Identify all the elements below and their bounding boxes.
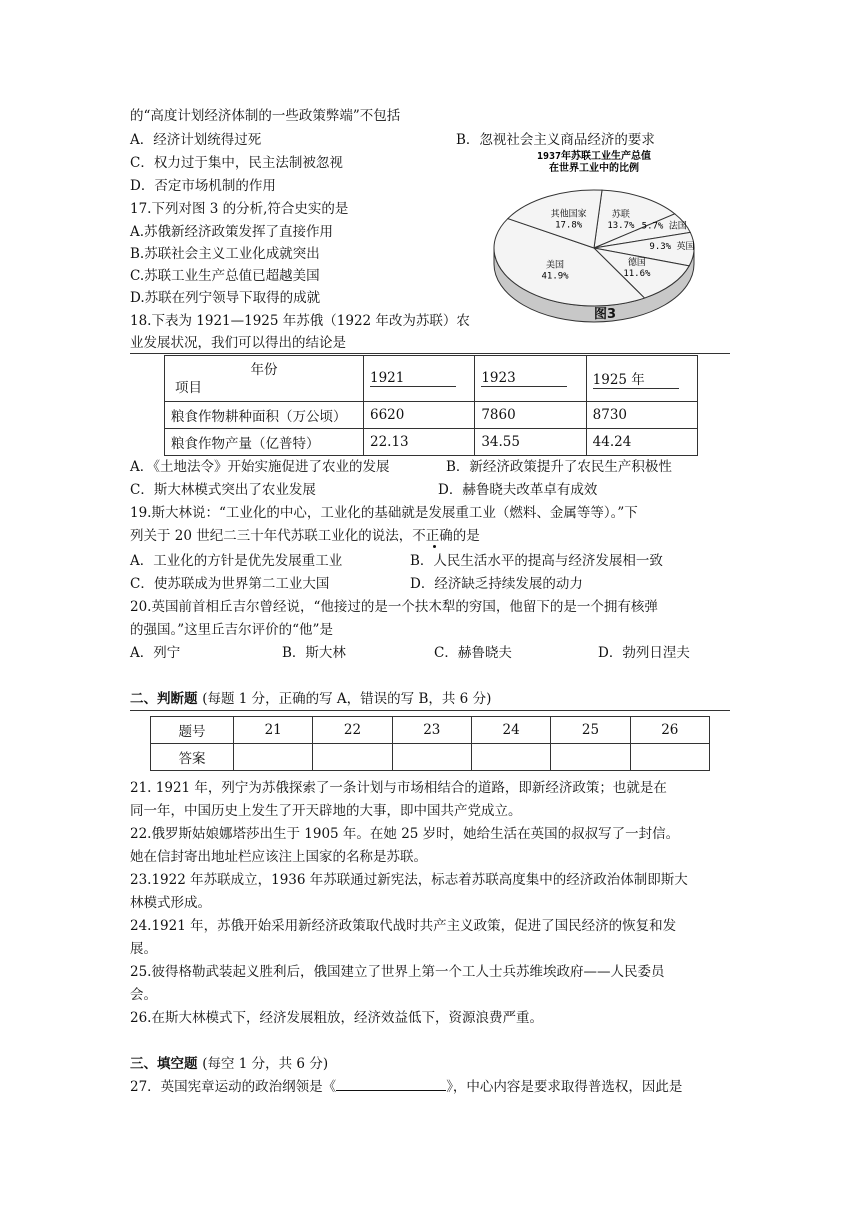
pie-label-name: 9.3% 英国 [649,241,695,252]
q19-text: 列关于 20 世纪二三十年代苏联工业化的说法，不 [130,528,426,544]
judgment-24-line2: 展。 [130,941,157,957]
year-1921: 1921 [370,370,456,387]
year-cell [586,356,697,402]
cell: 8730 [586,402,697,429]
cell: 22.13 [364,429,475,456]
figure-3-pie-chart [484,146,704,326]
pie-label-value: 11.6% [623,268,651,279]
question-19-stem-line1: 19.斯大林说：“工业化的中心，工业化的基础就是发展重工业（燃料、金属等等）。”下 [130,505,638,521]
q19-option-c: C．使苏联成为世界第二工业大国 [130,576,330,592]
q19-option-a: A．工业化的方针是优先发展重工业 [130,553,343,569]
header-year-label: 年份 [250,361,278,378]
pie-label-name: 德国 [627,257,646,268]
pie-label-value: 17.8% [555,220,583,231]
pie-title-line2: 在世界工业中的比例 [549,163,639,174]
q18-option-b: B．新经济政策提升了农民生产积极性 [446,459,672,475]
q18-option-d: D．赫鲁晓夫改革卓有成效 [438,482,598,498]
row-label: 粮食作物产量（亿普特） [165,429,364,456]
header-item-label: 项目 [175,379,202,396]
section-3-heading [130,1054,328,1074]
q17-option-b: B.苏联社会主义工业化成就突出 [130,246,320,262]
cell: 7860 [475,402,586,429]
pie-label-name: 美国 [546,260,565,271]
agriculture-table [164,355,698,456]
q16-option-b: B．忽视社会主义商品经济的要求 [456,132,655,148]
answer-cell[interactable] [392,744,471,771]
q18-option-c: C．斯大林模式突出了农业发展 [130,482,316,498]
year-1925: 1925 年 [593,368,679,389]
cell: 44.24 [586,429,697,456]
pie-label-name: 5.7% 法国 [641,221,687,232]
table-row [165,429,698,456]
question-20-stem-line2: 的强国。”这里丘吉尔评价的“他”是 [130,622,333,638]
fill-27-text: 27．英国宪章运动的政治纲领是《 [130,1079,337,1095]
judgment-21-line2: 同一年，中国历史上发生了开天辟地的大事，即中国共产党成立。 [130,803,522,819]
question-18-stem-line1: 18.下表为 1921—1925 年苏俄（1922 年改为苏联）农 [130,313,470,329]
question-18-stem-line2: 业发展状况，我们可以得出的结论是 [130,335,346,351]
question-17-stem: 17.下列对图 3 的分析,符合史实的是 [130,201,349,217]
pie-title-line1: 1937年苏联工业生产总值 [536,151,652,162]
table-row [165,402,698,429]
judgment-22-line2: 她在信封寄出地址栏应该注上国家的名称是苏联。 [130,849,427,865]
answer-table [150,716,710,771]
judgment-24-line1: 24.1921 年，苏俄开始采用新经济政策取代战时共产主义政策，促进了国民经济的恢复和发 [130,918,677,934]
q20-option-b: B．斯大林 [282,645,346,661]
question-number: 21 [234,717,313,744]
section-2-instructions: (每题 1 分，正确的写 A，错误的写 B，共 6 分) [202,691,492,707]
pie-label-name: 苏联 [611,210,630,221]
row-label: 粮食作物耕种面积（万公顷） [165,402,364,429]
q18-option-a: A．《土地法令》开始实施促进了农业的发展 [130,459,390,475]
fill-27-blank[interactable] [336,1090,446,1091]
q17-option-a: A.苏俄新经济政策发挥了直接作用 [130,224,334,240]
question-number: 22 [313,717,392,744]
fill-27-text-end: 》，中心内容是要求取得普选权，因此是 [446,1079,683,1095]
q20-option-d: D．勃列日涅夫 [598,645,690,661]
year-cell [364,356,475,402]
cell: 6620 [364,402,475,429]
section-3-title: 三、填空题 [130,1056,198,1072]
section-2-heading [130,689,491,709]
judgment-23-line1: 23.1922 年苏联成立，1936 年苏联通过新宪法，标志着苏联高度集中的经济政治体制即斯大 [130,872,688,888]
year-cell [475,356,586,402]
table-header-corner [165,356,364,402]
judgment-25-line1: 25.彼得格勒武装起义胜利后，俄国建立了世界上第一个工人士兵苏维埃政府——人民委员 [130,964,665,980]
figure-3-caption: 图3 [594,307,617,322]
q17-option-d: D.苏联在列宁领导下取得的成就 [130,290,321,306]
question-19-stem-line2 [130,526,480,546]
fill-27 [130,1077,682,1097]
answer-cell[interactable] [551,744,630,771]
question-number: 24 [471,717,550,744]
answer-cell[interactable] [234,744,313,771]
q19-emphasis: 正 [425,528,440,544]
q19-option-d: D．经济缺乏持续发展的动力 [410,576,583,592]
q20-option-a: A．列宁 [130,645,181,661]
pie-label-name: 其他国家 [550,209,587,220]
judgment-21-line1: 21. 1921 年，列宁为苏俄探索了一条计划与市场相结合的道路，即新经济政策；也就是在 [130,780,667,796]
table-row [151,717,710,744]
cell: 34.55 [475,429,586,456]
section-3-instructions: (每空 1 分，共 6 分) [202,1056,329,1072]
judgment-22-line1: 22.俄罗斯姑娘娜塔莎出生于 1905 年。在她 25 岁时，她给生活在英国的叔叔写了一封信。 [130,826,680,842]
divider [130,353,730,354]
q19-text-end: 确的是 [439,528,480,544]
question-20-stem-line1: 20.英国前首相丘吉尔曾经说，“他接过的是一个扶木犁的穷国，他留下的是一个拥有核弹 [130,599,658,615]
question-number: 25 [551,717,630,744]
q20-option-c: C．赫鲁晓夫 [434,645,512,661]
q16-option-a: A．经济计划统得过死 [130,132,262,148]
answer-cell[interactable] [630,744,709,771]
row-label: 题号 [151,717,234,744]
row-label: 答案 [151,744,234,771]
judgment-23-line2: 林模式形成。 [130,895,211,911]
pie-label-value: 13.7% [607,221,635,232]
question-16-stem-tail: 的“高度计划经济体制的一些政策弊端”不包括 [130,108,401,124]
table-row [151,744,710,771]
pie-label-value: 41.9% [541,271,569,282]
year-1923: 1923 [481,370,567,387]
question-number: 23 [392,717,471,744]
judgment-25-line2: 会。 [130,987,157,1003]
answer-cell[interactable] [471,744,550,771]
section-2-title: 二、判断题 [130,691,198,707]
answer-cell[interactable] [313,744,392,771]
q16-option-c: C．权力过于集中，民主法制被忽视 [130,155,343,171]
q19-option-b: B．人民生活水平的提高与经济发展相一致 [410,553,663,569]
q16-option-d: D．否定市场机制的作用 [130,178,276,194]
question-number: 26 [630,717,709,744]
divider [130,710,730,711]
pie-slices [494,190,694,322]
q17-option-c: C.苏联工业生产总值已超越美国 [130,268,320,284]
judgment-26: 26.在斯大林模式下，经济发展粗放，经济效益低下，资源浪费严重。 [130,1010,543,1026]
